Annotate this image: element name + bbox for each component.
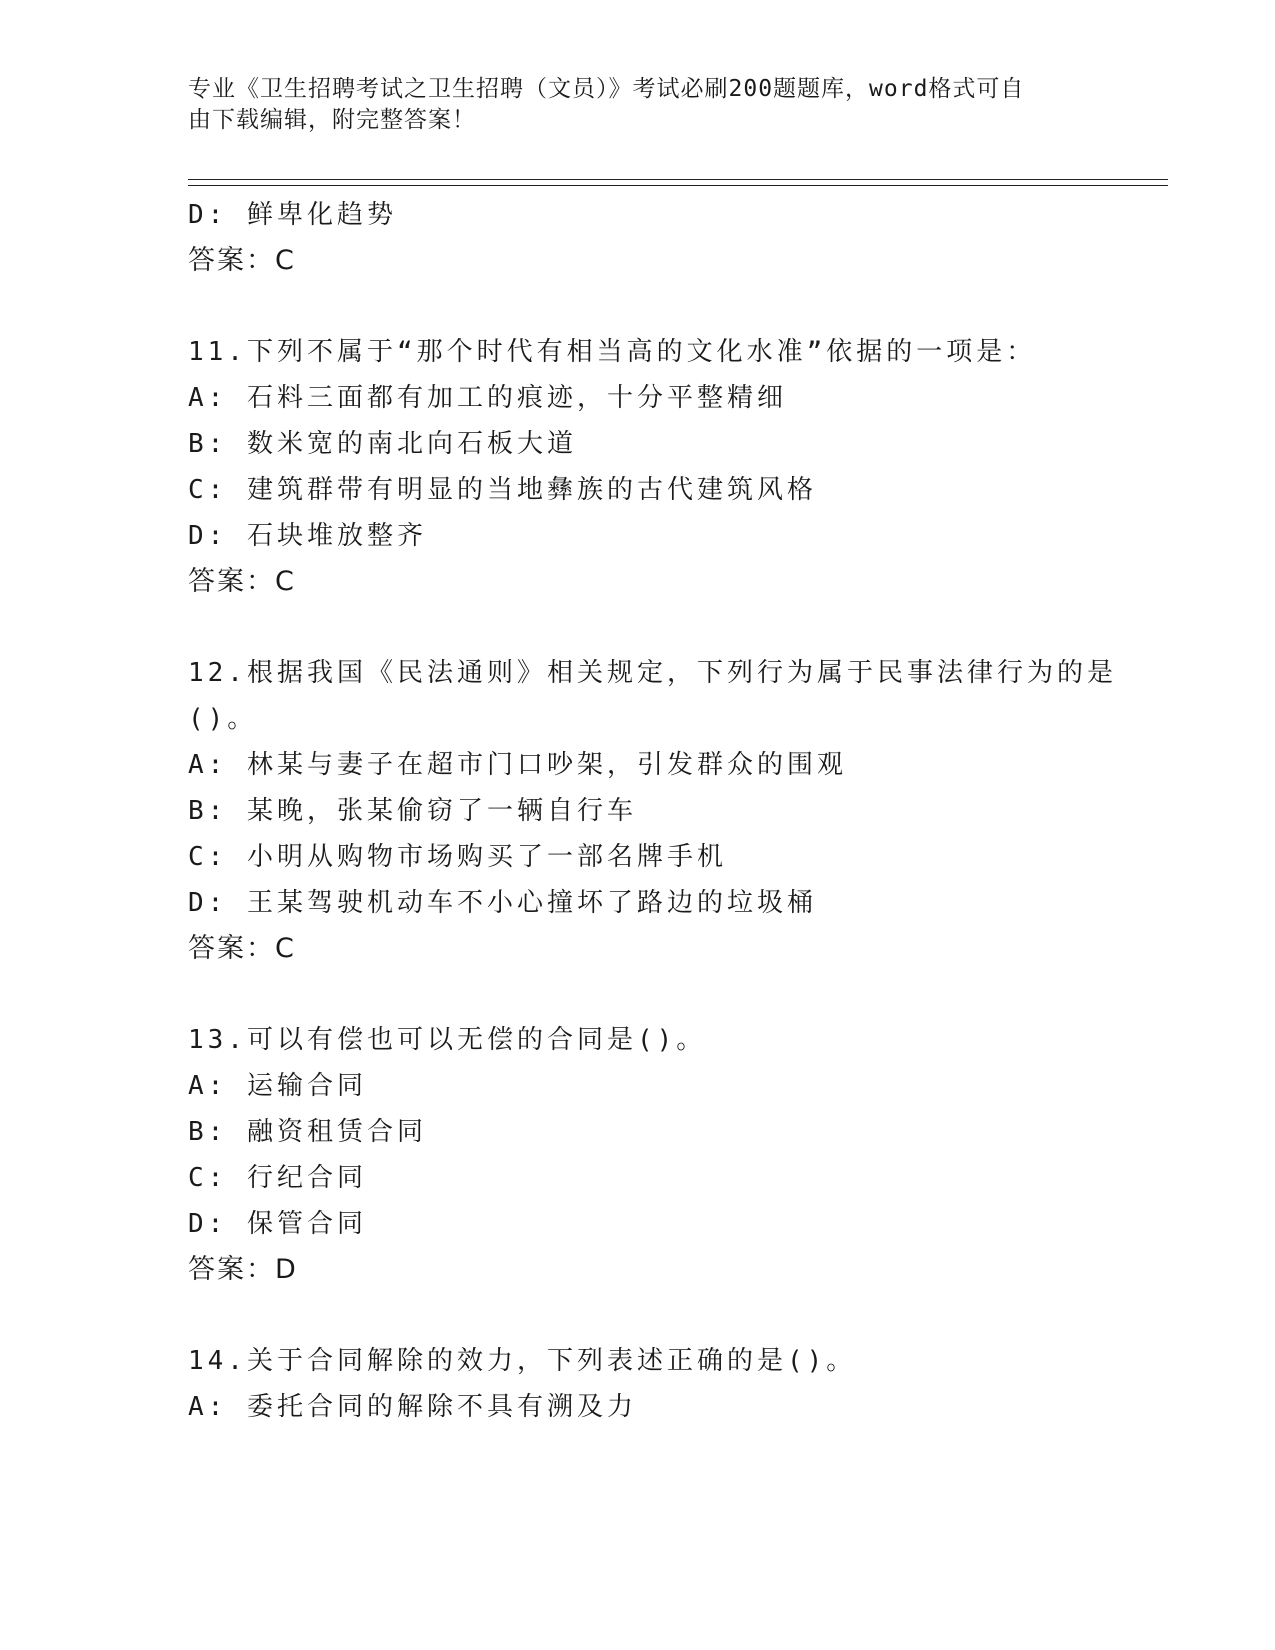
- answer-line: 答案：D: [188, 1254, 298, 1285]
- option-d: D: 王某驾驶机动车不小心撞坏了路边的垃圾桶: [188, 888, 817, 918]
- option-c: C: 建筑群带有明显的当地彝族的古代建筑风格: [188, 475, 817, 505]
- question-block-12: [188, 650, 1117, 972]
- option-d: D: 石块堆放整齐: [188, 521, 427, 551]
- spacer: [188, 1293, 1088, 1338]
- question-stem: 13.可以有偿也可以无偿的合同是()。: [188, 1025, 707, 1055]
- option-b: B: 数米宽的南北向石板大道: [188, 429, 577, 459]
- answer-line: 答案：C: [188, 566, 296, 597]
- spacer: [188, 284, 1088, 329]
- header-divider-bottom: [188, 185, 1168, 186]
- option-c: C: 行纪合同: [188, 1163, 367, 1193]
- header-divider-top: [188, 179, 1168, 180]
- document-header: [188, 74, 1068, 136]
- question-block-13: [188, 1017, 1088, 1293]
- question-stem: 11.下列不属于“那个时代有相当高的文化水准”依据的一项是：: [188, 337, 1037, 367]
- header-title-line-2: 由下载编辑，附完整答案！: [188, 107, 476, 133]
- question-stem: 14.关于合同解除的效力，下列表述正确的是()。: [188, 1346, 857, 1376]
- option-a: A: 石料三面都有加工的痕迹，十分平整精细: [188, 383, 787, 413]
- question-block-14: [188, 1338, 1088, 1430]
- option-b: B: 某晚，张某偷窃了一辆自行车: [188, 796, 637, 826]
- spacer: [188, 605, 1088, 650]
- answer-line: 答案：C: [188, 933, 296, 964]
- question-stem-line-1: 12.根据我国《民法通则》相关规定，下列行为属于民事法律行为的是: [188, 658, 1117, 688]
- option-a: A: 林某与妻子在超市门口吵架，引发群众的围观: [188, 750, 847, 780]
- header-title-line-1: 专业《卫生招聘考试之卫生招聘（文员）》考试必刷200题题库，word格式可自: [188, 76, 1025, 102]
- option-c: C: 小明从购物市场购买了一部名牌手机: [188, 842, 727, 872]
- answer-line: 答案：C: [188, 245, 296, 276]
- option-d: D: 鲜卑化趋势: [188, 200, 397, 230]
- question-block-11: [188, 329, 1088, 605]
- option-d: D: 保管合同: [188, 1209, 367, 1239]
- option-a: A: 委托合同的解除不具有溯及力: [188, 1392, 637, 1422]
- option-b: B: 融资租赁合同: [188, 1117, 427, 1147]
- question-list: [188, 192, 1117, 1430]
- option-a: A: 运输合同: [188, 1071, 367, 1101]
- spacer: [188, 972, 1088, 1017]
- question-stem-line-2: ()。: [188, 704, 258, 734]
- question-block-10: [188, 192, 1088, 284]
